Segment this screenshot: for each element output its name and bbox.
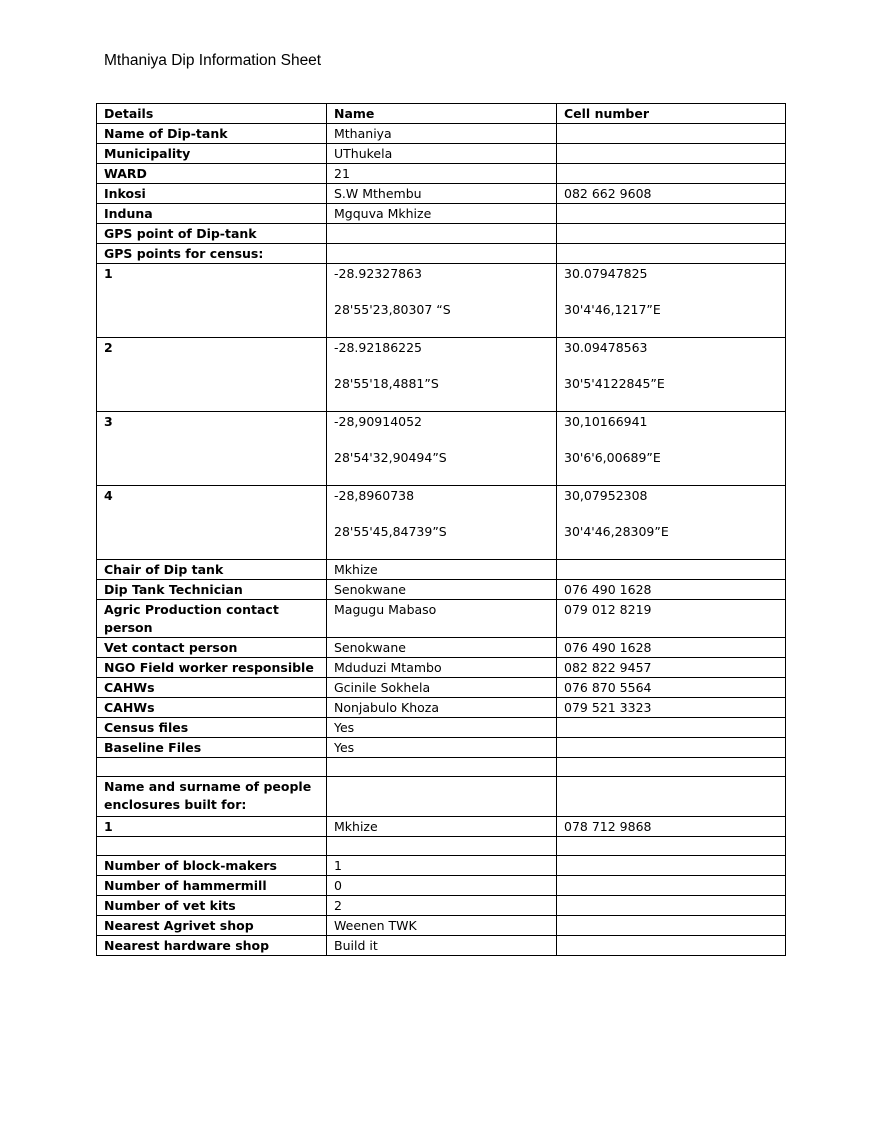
row-label: Municipality bbox=[97, 144, 327, 164]
row-name: Weenen TWK bbox=[327, 916, 557, 936]
row-name: 2 bbox=[327, 896, 557, 916]
row-name: Senokwane bbox=[327, 580, 557, 600]
row-name: 21 bbox=[327, 164, 557, 184]
row-label: GPS points for census: bbox=[97, 244, 327, 264]
longitude-dms: 30'6'6,00689”E bbox=[564, 450, 661, 465]
row-cell bbox=[557, 896, 786, 916]
row-name bbox=[327, 224, 557, 244]
table-row bbox=[97, 244, 786, 264]
row-label: 1 bbox=[97, 817, 327, 837]
empty-cell bbox=[327, 837, 557, 856]
table-row bbox=[97, 678, 786, 698]
gps-point-label: 1 bbox=[97, 264, 327, 338]
gps-longitude bbox=[557, 264, 786, 338]
table-row bbox=[97, 560, 786, 580]
row-label: GPS point of Dip-tank bbox=[97, 224, 327, 244]
row-cell bbox=[557, 856, 786, 876]
gps-latitude bbox=[327, 264, 557, 338]
table-row bbox=[97, 936, 786, 956]
row-cell bbox=[557, 144, 786, 164]
table-row bbox=[97, 718, 786, 738]
latitude-decimal: -28,90914052 bbox=[334, 414, 423, 429]
table-row bbox=[97, 638, 786, 658]
page-title: Mthaniya Dip Information Sheet bbox=[104, 52, 322, 69]
row-cell bbox=[557, 738, 786, 758]
longitude-dms: 30'4'46,1217”E bbox=[564, 302, 661, 317]
row-name bbox=[327, 244, 557, 264]
gps-point-label: 2 bbox=[97, 338, 327, 412]
enclosures-header-row bbox=[97, 777, 786, 817]
row-cell: 078 712 9868 bbox=[557, 817, 786, 837]
row-cell bbox=[557, 876, 786, 896]
row-label: Inkosi bbox=[97, 184, 327, 204]
latitude-decimal: -28.92327863 bbox=[334, 266, 423, 281]
row-label: Number of vet kits bbox=[97, 896, 327, 916]
latitude-decimal: -28,8960738 bbox=[334, 488, 415, 503]
gps-latitude bbox=[327, 412, 557, 486]
row-label: WARD bbox=[97, 164, 327, 184]
row-cell bbox=[557, 244, 786, 264]
dip-information-table bbox=[96, 103, 786, 956]
row-cell: 082 662 9608 bbox=[557, 184, 786, 204]
table-row bbox=[97, 124, 786, 144]
table-row bbox=[97, 184, 786, 204]
row-name: 0 bbox=[327, 876, 557, 896]
empty-row bbox=[97, 837, 786, 856]
row-name: Build it bbox=[327, 936, 557, 956]
row-label: Census files bbox=[97, 718, 327, 738]
empty-cell bbox=[327, 777, 557, 817]
row-name: 1 bbox=[327, 856, 557, 876]
row-label: Chair of Dip tank bbox=[97, 560, 327, 580]
gps-latitude bbox=[327, 338, 557, 412]
row-name: Mkhize bbox=[327, 817, 557, 837]
row-label: CAHWs bbox=[97, 678, 327, 698]
row-label: NGO Field worker responsible bbox=[97, 658, 327, 678]
table-row bbox=[97, 856, 786, 876]
row-label: Dip Tank Technician bbox=[97, 580, 327, 600]
longitude-decimal: 30.07947825 bbox=[564, 266, 648, 281]
row-cell: 079 521 3323 bbox=[557, 698, 786, 718]
row-cell: 076 490 1628 bbox=[557, 580, 786, 600]
header-name: Name bbox=[327, 104, 557, 124]
latitude-decimal: -28.92186225 bbox=[334, 340, 423, 355]
enclosures-label: Name and surname of people enclosures built for: bbox=[97, 777, 327, 817]
gps-longitude bbox=[557, 338, 786, 412]
gps-longitude bbox=[557, 412, 786, 486]
table-row bbox=[97, 580, 786, 600]
gps-point-row bbox=[97, 338, 786, 412]
row-cell bbox=[557, 560, 786, 580]
table-row bbox=[97, 204, 786, 224]
latitude-dms: 28'55'45,84739”S bbox=[334, 524, 447, 539]
row-name: Mgquva Mkhize bbox=[327, 204, 557, 224]
table-row bbox=[97, 224, 786, 244]
row-name: Mthaniya bbox=[327, 124, 557, 144]
row-label: Agric Production contact person bbox=[97, 600, 327, 638]
row-label: Baseline Files bbox=[97, 738, 327, 758]
table-row bbox=[97, 738, 786, 758]
row-label: Nearest Agrivet shop bbox=[97, 916, 327, 936]
row-name: Senokwane bbox=[327, 638, 557, 658]
longitude-decimal: 30,10166941 bbox=[564, 414, 648, 429]
row-cell: 079 012 8219 bbox=[557, 600, 786, 638]
row-cell bbox=[557, 224, 786, 244]
table-row bbox=[97, 896, 786, 916]
table-row bbox=[97, 164, 786, 184]
table-header-row bbox=[97, 104, 786, 124]
row-cell bbox=[557, 164, 786, 184]
longitude-decimal: 30,07952308 bbox=[564, 488, 648, 503]
row-cell: 076 870 5564 bbox=[557, 678, 786, 698]
row-cell bbox=[557, 124, 786, 144]
row-label: Number of block-makers bbox=[97, 856, 327, 876]
table-row bbox=[97, 658, 786, 678]
row-cell bbox=[557, 936, 786, 956]
empty-cell bbox=[97, 758, 327, 777]
latitude-dms: 28'54'32,90494”S bbox=[334, 450, 447, 465]
row-cell: 082 822 9457 bbox=[557, 658, 786, 678]
row-cell: 076 490 1628 bbox=[557, 638, 786, 658]
latitude-dms: 28'55'18,4881”S bbox=[334, 376, 439, 391]
row-name: Yes bbox=[327, 718, 557, 738]
empty-cell bbox=[327, 758, 557, 777]
empty-cell bbox=[557, 758, 786, 777]
row-name: Magugu Mabaso bbox=[327, 600, 557, 638]
table-row bbox=[97, 817, 786, 837]
row-name: S.W Mthembu bbox=[327, 184, 557, 204]
table-row bbox=[97, 916, 786, 936]
row-label: Name of Dip-tank bbox=[97, 124, 327, 144]
row-label: Vet contact person bbox=[97, 638, 327, 658]
gps-latitude bbox=[327, 486, 557, 560]
gps-point-row bbox=[97, 264, 786, 338]
row-label: Induna bbox=[97, 204, 327, 224]
table-row bbox=[97, 144, 786, 164]
empty-cell bbox=[557, 777, 786, 817]
gps-longitude bbox=[557, 486, 786, 560]
longitude-decimal: 30.09478563 bbox=[564, 340, 648, 355]
row-label: CAHWs bbox=[97, 698, 327, 718]
row-label: Number of hammermill bbox=[97, 876, 327, 896]
table-row bbox=[97, 600, 786, 638]
row-name: Yes bbox=[327, 738, 557, 758]
row-cell bbox=[557, 916, 786, 936]
gps-point-row bbox=[97, 486, 786, 560]
empty-row bbox=[97, 758, 786, 777]
header-cell-number: Cell number bbox=[557, 104, 786, 124]
gps-point-row bbox=[97, 412, 786, 486]
longitude-dms: 30'5'4122845”E bbox=[564, 376, 665, 391]
empty-cell bbox=[97, 837, 327, 856]
row-name: Mduduzi Mtambo bbox=[327, 658, 557, 678]
row-cell bbox=[557, 204, 786, 224]
gps-point-label: 3 bbox=[97, 412, 327, 486]
row-name: Gcinile Sokhela bbox=[327, 678, 557, 698]
row-name: UThukela bbox=[327, 144, 557, 164]
row-name: Mkhize bbox=[327, 560, 557, 580]
row-cell bbox=[557, 718, 786, 738]
row-label: Nearest hardware shop bbox=[97, 936, 327, 956]
gps-point-label: 4 bbox=[97, 486, 327, 560]
table-row bbox=[97, 876, 786, 896]
table-row bbox=[97, 698, 786, 718]
empty-cell bbox=[557, 837, 786, 856]
header-details: Details bbox=[97, 104, 327, 124]
row-name: Nonjabulo Khoza bbox=[327, 698, 557, 718]
latitude-dms: 28'55'23,80307 “S bbox=[334, 302, 451, 317]
longitude-dms: 30'4'46,28309”E bbox=[564, 524, 669, 539]
